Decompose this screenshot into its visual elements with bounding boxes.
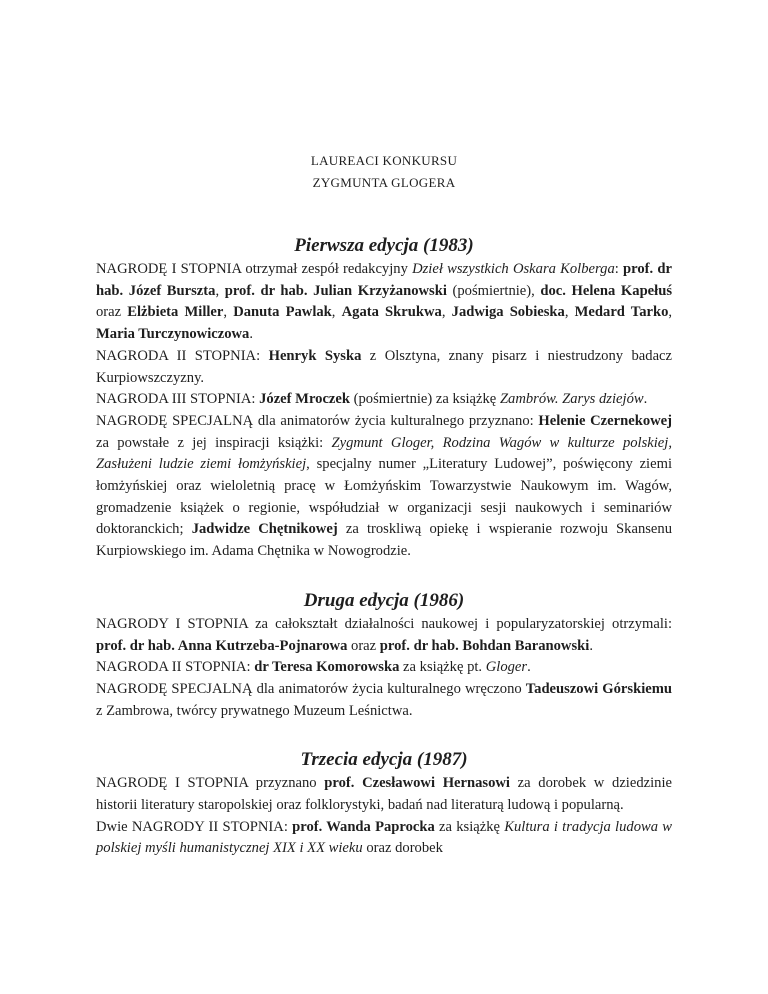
paragraph-text: Dwie NAGRODY II STOPNIA:	[96, 818, 293, 835]
work-title: Zambrów. Zarys dziejów	[499, 391, 644, 408]
laureate-name: Danuta Pawlak	[233, 304, 332, 321]
paragraph-text: (pośmiertnie),	[446, 282, 541, 299]
paragraph-text: NAGRODĘ SPECJALNĄ dla animatorów życia kulturalnego przyznano:	[96, 412, 539, 429]
award-paragraph	[96, 389, 672, 411]
paragraph-text: .	[527, 659, 531, 676]
paragraph-text: NAGRODĘ I STOPNIA przyznano	[96, 775, 325, 792]
work-title: Dzieł wszystkich Oskara Kolberga	[412, 261, 615, 277]
paragraph-text: oraz dorobek	[362, 840, 443, 857]
paragraph-text: .	[643, 391, 648, 408]
paragraph-text: .	[249, 326, 254, 343]
paragraph-text: NAGRODA II STOPNIA:	[96, 659, 255, 676]
edition-section-1983	[96, 233, 672, 563]
paragraph-text: za dorobek w dziedzinie historii literatury staropolskiej oraz folklorystyki, badań nad literaturą ludową i popularną.	[96, 775, 672, 814]
paragraph-text: oraz	[347, 637, 380, 654]
award-paragraph	[96, 259, 672, 346]
laureate-name: prof. Czesławowi Hernasowi	[324, 775, 510, 792]
laureate-name: Józef Mroczek	[259, 391, 350, 408]
laureate-name: Helenie Czernekowej	[538, 412, 672, 429]
laureate-name: Medard Tarko	[574, 304, 669, 321]
laureate-name: prof. dr hab. Józef Burszta	[96, 261, 672, 299]
paragraph-text: .	[589, 637, 593, 654]
paragraph-text: ,	[668, 304, 673, 321]
edition-heading: Druga edycja (1986)	[303, 589, 465, 611]
laureate-name: prof. Wanda Paprocka	[292, 818, 435, 835]
paragraph-text: NAGRODA II STOPNIA:	[96, 347, 269, 364]
work-title: Zygmunt Gloger, Rodzina Wagów w kulturze polskiej, Zasłużeni ludzie ziemi łomżyńskiej	[96, 434, 672, 473]
award-paragraph	[96, 346, 672, 389]
paragraph-text: NAGRODA III STOPNIA:	[96, 391, 260, 408]
work-title: Kultura i tradycja ludowa w polskiej myśli humanistycznej XIX i XX wieku	[96, 818, 672, 857]
paragraph-text: oraz	[96, 304, 128, 321]
edition-section-1986	[96, 588, 672, 723]
paragraph-text: ,	[215, 282, 225, 299]
paragraph-text: NAGRODĘ SPECJALNĄ dla animatorów życia kulturalnego wręczono	[96, 680, 526, 697]
award-paragraph	[96, 679, 672, 722]
paragraph-text: ,	[564, 304, 575, 321]
award-paragraph	[96, 411, 672, 563]
award-paragraph	[96, 817, 672, 860]
laureate-name: prof. dr hab. Anna Kutrzeba-Pojnarowa	[96, 637, 348, 654]
title-line-1: LAUREACI KONKURSU	[310, 153, 458, 168]
paragraph-text: za książkę pt.	[399, 659, 486, 676]
edition-heading: Trzecia edycja (1987)	[300, 749, 468, 771]
paragraph-text: za troskliwą opiekę i wspieranie rozwoju Skansenu Kurpiowskiego im. Adama Chętnika w Nowogrodzie.	[96, 521, 672, 560]
paragraph-text: ,	[441, 304, 452, 321]
laureate-name: Elżbieta Miller	[127, 304, 224, 321]
edition-section-1987	[96, 747, 672, 860]
laureate-name: prof. dr hab. Julian Krzyżanowski	[224, 282, 447, 299]
edition-heading: Pierwsza edycja (1983)	[294, 235, 474, 256]
paragraph-text: za powstałe z jej inspiracji książki:	[96, 434, 332, 451]
paragraph-text: (pośmiertnie) za książkę	[350, 391, 500, 408]
paragraph-text: NAGRODĘ I STOPNIA otrzymał zespół redakcyjny	[96, 261, 413, 277]
paragraph-text: ,	[223, 304, 234, 321]
paragraph-text: z Zambrowa, twórcy prywatnego Muzeum Leśnictwa.	[96, 702, 413, 719]
laureate-name: Jadwiga Sobieska	[451, 304, 565, 321]
laureate-name: prof. dr hab. Bohdan Baranowski	[379, 637, 590, 654]
laureate-name: doc. Helena Kapełuś	[540, 282, 673, 299]
laureate-name: Maria Turczynowiczowa	[96, 326, 250, 343]
award-paragraph	[96, 773, 672, 816]
laureate-name: Agata Skrukwa	[341, 304, 442, 321]
laureate-name: Tadeuszowi Górskiemu	[525, 680, 672, 697]
paragraph-text: , specjalny numer „Literatury Ludowej”, poświęcony ziemi łomżyńskiej oraz wieloletnią pracę w Łomżyńskim Towarzystwie Naukowym im. Wagów, gromadzenie książek o regionie, współudział w organizacji sesji naukowych i seminariów doktoranckich;	[96, 456, 672, 538]
paragraph-text: NAGRODY I STOPNIA za całokształt działalności naukowej i popularyzatorskiej otrzymali:	[96, 615, 672, 632]
title-line-2: ZYGMUNTA GLOGERA	[312, 175, 456, 190]
document-title	[96, 150, 672, 194]
award-paragraph	[96, 614, 672, 657]
paragraph-text: za książkę	[434, 818, 505, 835]
paragraph-text: z Olsztyna, znany pisarz i niestrudzony badacz Kurpiowszczyzny.	[96, 347, 672, 386]
paragraph-text: :	[614, 261, 624, 277]
award-paragraph	[96, 657, 672, 679]
laureate-name: Henryk Syska	[268, 347, 362, 364]
laureate-name: dr Teresa Komorowska	[254, 659, 400, 676]
work-title: Gloger	[485, 659, 528, 676]
document-page	[96, 0, 672, 860]
paragraph-text: ,	[331, 304, 342, 321]
laureate-name: Jadwidze Chętnikowej	[191, 521, 338, 538]
